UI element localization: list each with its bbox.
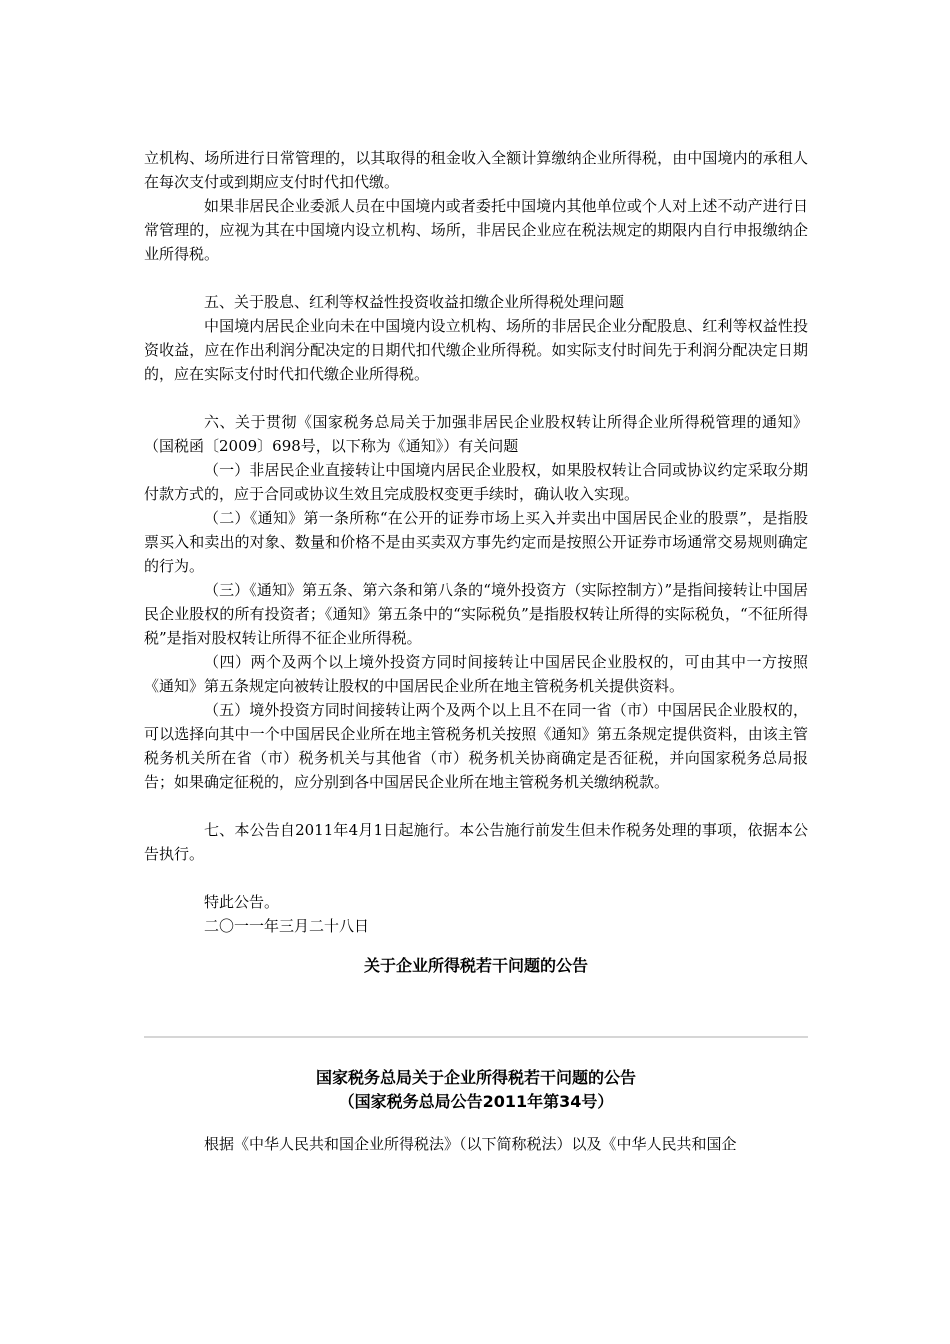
- section-6-item-3: （三）《通知》第五条、第六条和第八条的“境外投资方（实际控制方）”是指间接转让中国居民企业股权的所有投资者；《通知》第五条中的“实际税负”是指股权转让所得的实际税负，“不征所得税”是指对股权转让所得不征企业所得税。: [144, 581, 808, 647]
- section-6-item-4: （四）两个及两个以上境外投资方同时间接转让中国居民企业股权的，可由其中一方按照《通知》第五条规定向被转让股权的中国居民企业所在地主管税务机关提供资料。: [144, 653, 808, 695]
- paragraph-rental-income: 立机构、场所进行日常管理的，以其取得的租金收入全额计算缴纳企业所得税，由中国境内的承租人在每次支付或到期应支付时代扣代缴。: [144, 149, 808, 191]
- paragraph-delegated-management: 如果非居民企业委派人员在中国境内或者委托中国境内其他单位或个人对上述不动产进行日常管理的，应视为其在中国境内设立机构、场所，非居民企业应在税法规定的期限内自行申报缴纳企业所得税。: [144, 197, 808, 263]
- document-body: [144, 146, 808, 1156]
- section-divider: [144, 1036, 808, 1038]
- section-6-title: 六、关于贯彻《国家税务总局关于加强非居民企业股权转让所得企业所得税管理的通知》（国税函〔2009〕698号，以下称为《通知》）有关问题: [144, 413, 808, 455]
- section-7: 七、本公告自2011年4月1日起施行。本公告施行前发生但未作税务处理的事项，依据本公告执行。: [144, 821, 808, 863]
- closing-text: 特此公告。: [204, 893, 280, 911]
- section-6-item-5: （五）境外投资方同时间接转让两个及两个以上且不在同一省（市）中国居民企业股权的，可以选择向其中一个中国居民企业所在地主管税务机关按照《通知》第五条规定提供资料，由该主管税务机关所在省（市）税务机关与其他省（市）税务机关协商确定是否征税，并向国家税务总局报告；如果确定征税的，应分别到各中国居民企业所在地主管税务机关缴纳税款。: [144, 701, 808, 791]
- lead-paragraph: 根据《中华人民共和国企业所得税法》（以下简称税法）以及《中华人民共和国企: [204, 1135, 737, 1153]
- section-5-title: 五、关于股息、红利等权益性投资收益扣缴企业所得税处理问题: [204, 293, 625, 311]
- section-6-item-1: （一）非居民企业直接转让中国境内居民企业股权，如果股权转让合同或协议约定采取分期付款方式的，应于合同或协议生效且完成股权变更手续时，确认收入实现。: [144, 461, 808, 503]
- heading-block: [144, 1066, 808, 1114]
- section-6-item-2: （二）《通知》第一条所称“在公开的证券市场上买入并卖出中国居民企业的股票”，是指股票买入和卖出的对象、数量和价格不是由买卖双方事先约定而是按照公开证券市场通常交易规则确定的行为。: [144, 509, 808, 575]
- heading-main-title: 国家税务总局关于企业所得税若干问题的公告: [315, 1068, 636, 1087]
- heading-announcement: 关于企业所得税若干问题的公告: [363, 956, 588, 975]
- heading-announcement-number: （国家税务总局公告2011年第34号）: [338, 1092, 614, 1111]
- section-5-body: 中国境内居民企业向未在中国境内设立机构、场所的非居民企业分配股息、红利等权益性投资收益，应在作出利润分配决定的日期代扣代缴企业所得税。如实际支付时间先于利润分配决定日期的，应在实际支付时代扣代缴企业所得税。: [144, 317, 808, 383]
- announcement-date: 二〇一一年三月二十八日: [204, 917, 370, 935]
